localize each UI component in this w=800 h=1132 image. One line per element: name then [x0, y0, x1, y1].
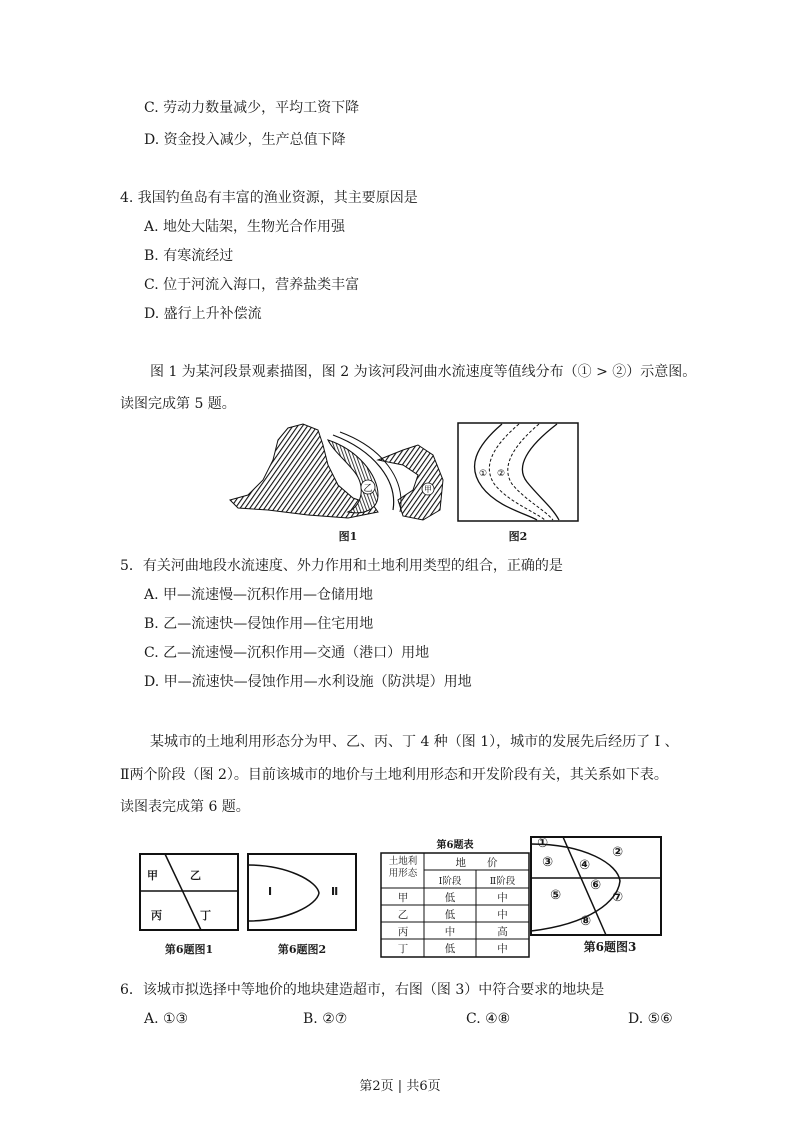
q3-option-d: D. 资金投入减少，生产总值下降: [144, 132, 346, 148]
q6-option-b: B. ②⑦: [303, 1011, 348, 1027]
q6-fig1-label-ding: 丁: [200, 909, 211, 922]
q4-option-c: C. 位于河流入海口，营养盐类丰富: [144, 277, 360, 293]
q6-table-row4-form: 丁: [397, 943, 409, 955]
q5-fig2-caption: 图2: [508, 530, 528, 543]
q6-table-row1-stage1: 低: [444, 892, 456, 904]
q6-fig3-label-1: ①: [537, 836, 549, 851]
q6-table-row2-stage2: 中: [497, 909, 508, 921]
q6-table-row4-stage1: 低: [444, 943, 456, 955]
q6-fig3-label-3: ③: [542, 855, 554, 870]
q5-option-c: C. 乙—流速慢—沉积作用—交通（港口）用地: [144, 645, 430, 661]
q6-fig1-label-jia: 甲: [147, 869, 158, 882]
q6-figure2-stages: [247, 853, 357, 931]
q6-table-head-land-form: 土地利 用形态: [388, 856, 418, 879]
q6-fig1-label-bing: 丙: [151, 909, 162, 922]
q4-stem: 4. 我国钓鱼岛有丰富的渔业资源，其主要原因是: [120, 190, 418, 206]
q6-fig1-caption: 第6题图1: [164, 943, 214, 956]
page-footer: 第2页 | 共6页: [359, 1079, 441, 1094]
q6-table-head-stage1: Ⅰ阶段: [438, 876, 462, 887]
q6-stem: 6．该城市拟选择中等地价的地块建造超市，右图（图 3）中符合要求的地块是: [120, 982, 605, 998]
q6-table-head-price: 地 价: [455, 857, 498, 869]
q5-option-d: D. 甲—流速快—侵蚀作用—水利设施（防洪堤）用地: [144, 674, 472, 690]
q6-fig2-label-stage1: Ⅰ: [268, 885, 273, 898]
q5-fig1-caption: 图1: [338, 530, 358, 543]
q6-option-a: A. ①③: [144, 1011, 189, 1027]
q6-table-row2-stage1: 低: [444, 909, 456, 921]
q6-fig3-label-8: ⑧: [580, 914, 592, 929]
q3-option-c: C. 劳动力数量减少，平均工资下降: [144, 100, 360, 116]
q5-intro-line2: 读图完成第 5 题。: [120, 396, 236, 412]
q6-table-row2-form: 乙: [397, 909, 409, 921]
q4-option-a: A. 地处大陆架，生物光合作用强: [144, 219, 346, 235]
q6-table-row3-form: 丙: [397, 926, 409, 938]
q6-table-row1-form: 甲: [397, 892, 409, 904]
q6-fig2-label-stage2: Ⅱ: [331, 885, 339, 898]
q6-intro-line2: Ⅱ两个阶段（图 2）。目前该城市的地价与土地利用形态和开发阶段有关，其关系如下表。: [120, 767, 668, 783]
q6-table-row4-stage2: 中: [497, 943, 508, 955]
q6-fig3-label-6: ⑥: [590, 878, 602, 893]
q5-figure2-velocity-contours: [457, 422, 579, 522]
q5-fig2-label-2: ②: [497, 469, 506, 479]
q5-option-a: A. 甲—流速慢—沉积作用—仓储用地: [144, 587, 374, 603]
q6-intro-line1: 某城市的土地利用形态分为甲、乙、丙、丁 4 种（图 1），城市的发展先后经历了 Ⅰ 、: [150, 734, 679, 750]
q6-option-d: D. ⑤⑥: [628, 1011, 673, 1027]
q6-fig3-label-5: ⑤: [550, 888, 562, 903]
q6-table-title: 第6题表: [436, 840, 474, 851]
q5-fig2-label-1: ①: [479, 469, 488, 479]
q4-option-b: B. 有寒流经过: [144, 248, 234, 264]
q6-table-row1-stage2: 中: [497, 892, 508, 904]
q5-stem: 5．有关河曲地段水流速度、外力作用和土地利用类型的组合，正确的是: [120, 558, 563, 574]
q5-fig1-label-jia: 甲: [424, 485, 432, 494]
q6-intro-line3: 读图表完成第 6 题。: [120, 799, 250, 815]
q6-fig1-label-yi: 乙: [190, 869, 201, 882]
q6-table-row3-stage2: 高: [497, 926, 508, 938]
q6-option-c: C. ④⑧: [466, 1011, 511, 1027]
q6-table-head-stage2: Ⅱ阶段: [489, 876, 516, 887]
q5-intro-line1: 图 1 为某河段景观素描图，图 2 为该河段河曲水流速度等值线分布（① > ②）示意图。: [150, 364, 697, 380]
q6-fig3-label-2: ②: [612, 845, 624, 860]
q6-table-row3-stage1: 中: [444, 926, 456, 938]
q5-option-b: B. 乙—流速快—侵蚀作用—住宅用地: [144, 616, 374, 632]
q6-fig2-caption: 第6题图2: [277, 943, 327, 956]
q5-fig1-label-yi: 乙: [363, 484, 373, 494]
q5-figure1-river-sketch: [228, 420, 448, 525]
q6-fig3-label-7: ⑦: [612, 890, 624, 905]
q6-fig3-caption: 第6题图3: [583, 940, 637, 954]
q4-option-d: D. 盛行上升补偿流: [144, 306, 262, 322]
q6-fig3-label-4: ④: [579, 858, 591, 873]
